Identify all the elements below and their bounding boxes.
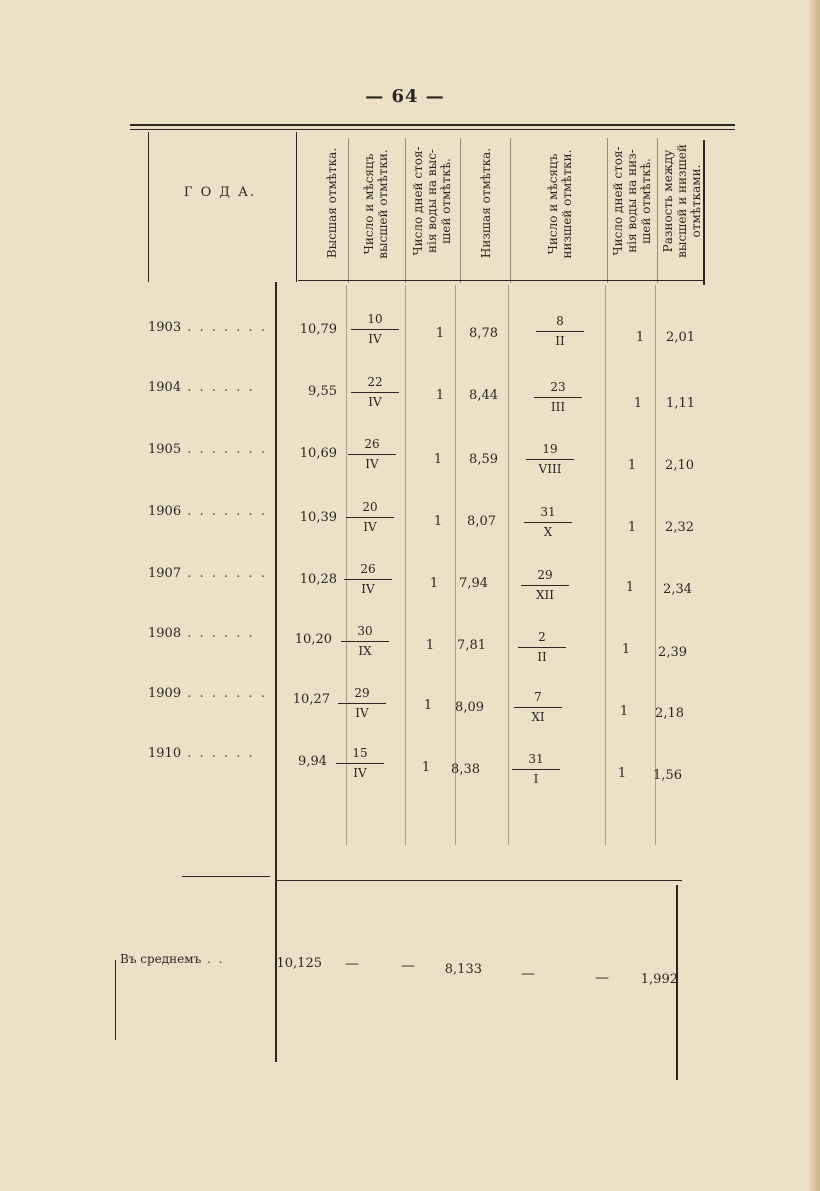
high-mark: 10,20 <box>294 632 332 647</box>
low-mark: 8,78 <box>469 326 498 341</box>
low-date: 31 X <box>518 505 578 540</box>
high-mark: 10,28 <box>299 572 337 587</box>
low-days: 1 <box>617 766 627 781</box>
col-sep-2 <box>405 138 406 283</box>
high-days: 1 <box>429 576 439 591</box>
body-sep-5 <box>605 285 606 845</box>
body-sep-6 <box>655 285 656 845</box>
footer-separator-short <box>182 876 270 877</box>
low-date: 29 XII <box>515 568 575 603</box>
row-year: 1906 . . . . . . . <box>148 504 267 519</box>
low-days: 1 <box>619 704 629 719</box>
high-days: 1 <box>435 388 445 403</box>
header-low-mark: Низшая отмѣтка. <box>479 147 493 259</box>
row-year: 1908 . . . . . . <box>148 626 255 641</box>
high-date: 26 IV <box>342 437 402 472</box>
low-date: 19 VIII <box>520 442 580 477</box>
high-mark: 10,39 <box>299 510 337 525</box>
page-edge <box>810 0 820 1191</box>
high-mark: 10,69 <box>299 446 337 461</box>
low-mark: 7,81 <box>457 638 486 653</box>
difference: 2,39 <box>658 645 687 660</box>
high-date: 10 IV <box>345 312 405 347</box>
difference: 2,34 <box>663 582 692 597</box>
high-mark: 9,94 <box>298 754 327 769</box>
left-margin-rule <box>148 132 149 282</box>
difference: 2,32 <box>665 520 694 535</box>
average-high-days: — <box>401 958 415 974</box>
body-sep-2 <box>405 285 406 845</box>
footer-separator-rule <box>277 880 682 881</box>
col-sep-1 <box>348 138 349 283</box>
high-date: 26 IV <box>338 562 398 597</box>
high-date: 30 IX <box>335 624 395 659</box>
high-days: 1 <box>435 326 445 341</box>
header-difference: Разность между высшей и низшей отмѣтками. <box>661 144 703 258</box>
low-date: 7 XI <box>508 690 568 725</box>
low-days: 1 <box>635 330 645 345</box>
high-days: 1 <box>433 452 443 467</box>
page-number: — 64 — <box>365 86 445 107</box>
high-days: 1 <box>425 638 435 653</box>
right-table-rule <box>703 140 705 285</box>
low-date: 31 I <box>506 752 566 787</box>
col-sep-4 <box>510 138 511 283</box>
low-date: 2 II <box>512 630 572 665</box>
average-low-days: — <box>595 970 609 986</box>
row-year: 1905 . . . . . . . <box>148 442 267 457</box>
low-days: 1 <box>633 396 643 411</box>
header-year: Г О Д А. <box>183 185 257 200</box>
year-column-divider <box>296 132 297 282</box>
row-year: 1904 . . . . . . <box>148 380 255 395</box>
low-mark: 7,94 <box>459 576 488 591</box>
body-sep-3 <box>455 285 456 845</box>
header-high-mark: Высшая отмѣтка. <box>325 147 339 259</box>
high-date: 20 IV <box>340 500 400 535</box>
average-high: 10,125 <box>276 956 322 971</box>
low-mark: 8,44 <box>469 388 498 403</box>
low-mark: 8,59 <box>469 452 498 467</box>
high-mark: 10,27 <box>292 692 330 707</box>
high-mark: 9,55 <box>308 384 337 399</box>
header-high-date: Число и мѣсяцъ высшей отмѣтки. <box>362 149 390 259</box>
header-bottom-rule <box>298 280 703 281</box>
average-low: 8,133 <box>444 962 482 977</box>
low-days: 1 <box>627 458 637 473</box>
difference: 1,56 <box>653 768 682 783</box>
row-year: 1907 . . . . . . . <box>148 566 267 581</box>
difference: 1,11 <box>666 396 695 411</box>
row-year: 1910 . . . . . . <box>148 746 255 761</box>
high-date: 22 IV <box>345 375 405 410</box>
high-days: 1 <box>421 760 431 775</box>
year-column-divider-lower <box>275 282 277 1062</box>
low-mark: 8,09 <box>455 700 484 715</box>
high-date: 29 IV <box>332 686 392 721</box>
header-high-days: Число дней стоя- нія воды на выс- шей отмѣткѣ. <box>411 146 453 256</box>
header-low-days: Число дней стоя- нія воды на низ- шей отмѣткѣ. <box>611 146 653 256</box>
col-sep-5 <box>607 138 608 283</box>
low-days: 1 <box>621 642 631 657</box>
low-days: 1 <box>625 580 635 595</box>
row-year: 1909 . . . . . . . <box>148 686 267 701</box>
average-high-date: — <box>345 956 359 972</box>
low-date: 23 III <box>528 380 588 415</box>
low-mark: 8,38 <box>451 762 480 777</box>
left-margin-rule-lower <box>115 960 116 1040</box>
col-sep-6 <box>657 138 658 283</box>
difference: 2,01 <box>666 330 695 345</box>
header-low-date: Число и мѣсяцъ низшей отмѣтки. <box>546 149 574 259</box>
high-date: 15 IV <box>330 746 390 781</box>
difference: 2,10 <box>665 458 694 473</box>
table-top-rule <box>130 124 735 126</box>
row-year: 1903 . . . . . . . <box>148 320 267 335</box>
high-days: 1 <box>423 698 433 713</box>
low-date: 8 II <box>530 314 590 349</box>
low-mark: 8,07 <box>467 514 496 529</box>
col-sep-3 <box>460 138 461 283</box>
average-difference: 1,992 <box>640 972 678 987</box>
high-days: 1 <box>433 514 443 529</box>
table-top-rule-thin <box>130 129 735 130</box>
difference: 2,18 <box>655 706 684 721</box>
high-mark: 10,79 <box>299 322 337 337</box>
average-low-date: — <box>521 966 535 982</box>
average-label: Въ среднемъ . . <box>120 952 225 966</box>
low-days: 1 <box>627 520 637 535</box>
